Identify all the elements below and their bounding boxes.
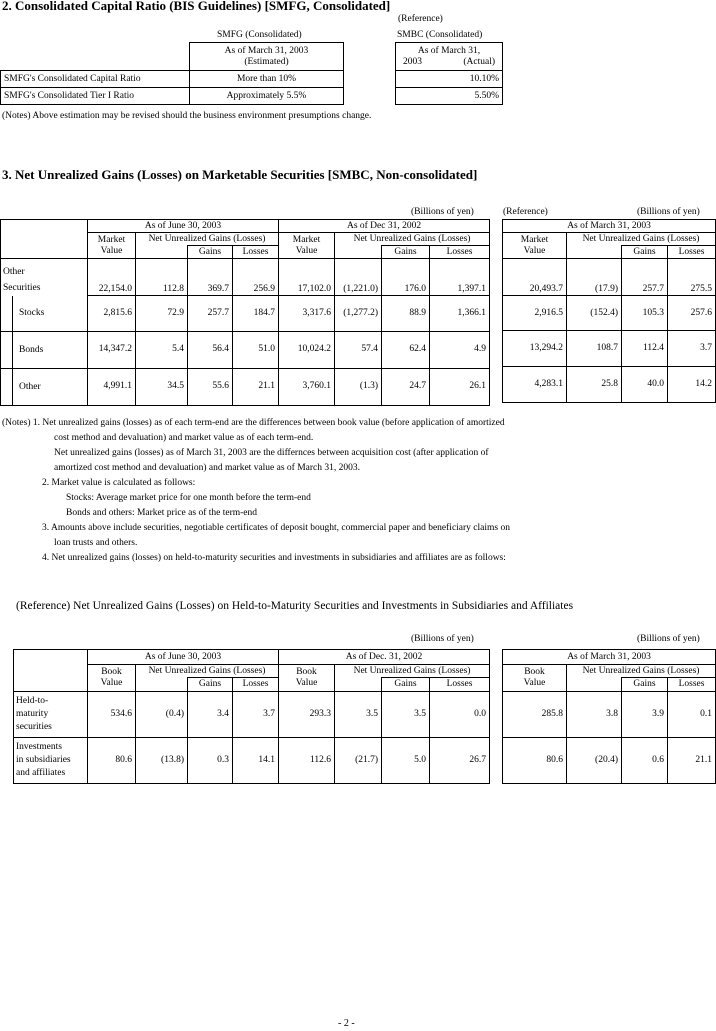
smbc-header: SMBC (Consolidated) [397,30,483,40]
col-book-value: Book Value [279,665,335,692]
period-header: As of March 31, 2003 [503,220,716,233]
row-label-investments: Investments in subsidiaries and affiliates [14,738,88,784]
securities-table-reference: As of March 31, 2003 Market Value Net Unrealized Gains (Losses) Gains Losses 20,493.7 (17.9) 257.7 275.5 2,916.5 (152.4) 105.3 257.6 13,294.2 108.7 112.4 3.7 4,283.1 25.8 40.0 14.2 [502,219,716,403]
row-label-stocks: Stocks [1,296,88,332]
reference-label: (Reference) [398,14,443,24]
unit-label: (Billions of yen) [637,634,700,644]
period-header: As of March 31, 2003 [503,650,716,665]
page-number: - 2 - [338,1018,355,1029]
smfg-capital-ratio: More than 10% [190,71,344,88]
col-net-unrealized: Net Unrealized Gains (Losses) [136,233,279,246]
period-header: As of June 30, 2003 [88,220,279,233]
reference-section-title: (Reference) Net Unrealized Gains (Losses) on Held-to-Maturity Securities and Investments in Subsidiaries and Affiliates [16,600,574,612]
col-losses: Losses [233,678,279,692]
col-market-value: Market Value [88,233,136,259]
col-book-value: Book Value [503,665,567,692]
unit-label: (Billions of yen) [411,634,474,644]
col-net-unrealized: Net Unrealized Gains (Losses) [335,233,490,246]
section-2-note: (Notes) Above estimation may be revised should the business environment presumptions change. [2,111,372,121]
smfg-date-cell: As of March 31, 2003 (Estimated) [190,43,344,71]
row-label: SMFG's Consolidated Capital Ratio [1,71,190,88]
unit-label: (Billions of yen) [637,207,700,217]
smbc-tier1-ratio: 5.50% [396,88,503,105]
col-losses: Losses [430,678,490,692]
col-losses: Losses [668,678,716,692]
row-label-other-securities: Other Securities [1,259,88,296]
col-losses: Losses [668,246,716,259]
section-3-notes: (Notes) 1. Net unrealized gains (losses) as of each term-end are the differences between book value (before application of amortized cost method and devaluation) and market value as of each term-end. Net unrealized gains (losses) as of March 31, 2003 are the differnces between acquisition cost (after application of amortized cost method and devaluation) and market value as of March 31, 2003. 2. Market value is calculated as follows: Stocks: Average market price for one month before the term-end Bonds and others: Market price as of the term-end 3. Amounts above include securities, negotiable certificates of deposit bought, commercial paper and beneficiary claims on loan trusts and others. 4. Net unrealized gains (losses) on held-to-maturity securities and investments in subsidiaries and affiliates are as follows: [2,418,510,563]
held-to-maturity-table-main: As of June 30, 2003 As of Dec. 31, 2002 Book Value Net Unrealized Gains (Losses) Book Value Net Unrealized Gains (Losses) Gains Losses Gains Losses Held-to- maturity securities 534.6 (0.4) 3.4 3.7 293.3 3.5 3.5 0.0 Investments in subsidiaries and affiliates 80.6 (13.8) 0.3 14.1 112.6 (21.7) 5.0 26.7 [13,649,490,784]
col-gains: Gains [622,246,668,259]
col-gains: Gains [622,678,668,692]
period-header: As of Dec 31, 2002 [279,220,490,233]
row-label-held-to-maturity: Held-to- maturity securities [14,692,88,738]
row-label-bonds: Bonds [1,331,88,368]
smfg-tier1-ratio: Approximately 5.5% [190,88,344,105]
col-losses: Losses [233,246,279,259]
row-label-other: Other [1,368,88,405]
col-losses: Losses [430,246,490,259]
held-to-maturity-table-reference: As of March 31, 2003 Book Value Net Unrealized Gains (Losses) Gains Losses 285.8 3.8 3.9 0.1 80.6 (20.4) 0.6 21.1 [502,649,716,784]
col-net-unrealized: Net Unrealized Gains (Losses) [567,665,716,678]
col-gains: Gains [382,678,430,692]
unit-label: (Billions of yen) [411,207,474,217]
smbc-date-cell: As of March 31, 2003 (Actual) [396,43,503,71]
reference-label: (Reference) [503,207,548,217]
col-gains: Gains [382,246,430,259]
smbc-capital-ratio: 10.10% [396,71,503,88]
smfg-header: SMFG (Consolidated) [217,30,302,40]
col-net-unrealized: Net Unrealized Gains (Losses) [567,233,716,246]
period-header: As of June 30, 2003 [88,650,279,665]
col-gains: Gains [188,678,233,692]
securities-table-main: As of June 30, 2003 As of Dec 31, 2002 Market Value Net Unrealized Gains (Losses) Market Value Net Unrealized Gains (Losses) Gains Losses Gains Losses Other Securities 22,154.0 112.8 369.7 256.9 17,102.0 (1,221.0) 176.0 1,397.1 Stocks 2,815.6 72.9 257.7 184.7 3,317.6 (1,277.2) 88.9 1,366.1 Bonds 14,347.2 5.4 56.4 51.0 10,024.2 57.4 62.4 4.9 Other 4,991.1 34.5 55.6 21.1 3,760.1 (1.3) 24.7 26.1 [0,219,490,406]
capital-ratio-smfg-table [0,42,344,105]
col-net-unrealized: Net Unrealized Gains (Losses) [136,665,279,678]
col-market-value: Market Value [279,233,335,259]
row-label: SMFG's Consolidated Tier I Ratio [1,88,190,105]
period-header: As of Dec. 31, 2002 [279,650,490,665]
col-gains: Gains [188,246,233,259]
col-market-value: Market Value [503,233,567,259]
capital-ratio-smbc-table [395,42,503,105]
col-net-unrealized: Net Unrealized Gains (Losses) [335,665,490,678]
section-3-title: 3. Net Unrealized Gains (Losses) on Marketable Securities [SMBC, Non-consolidated] [2,167,478,182]
section-2-title: 2. Consolidated Capital Ratio (BIS Guidelines) [SMFG, Consolidated] [2,0,391,13]
col-book-value: Book Value [88,665,136,692]
